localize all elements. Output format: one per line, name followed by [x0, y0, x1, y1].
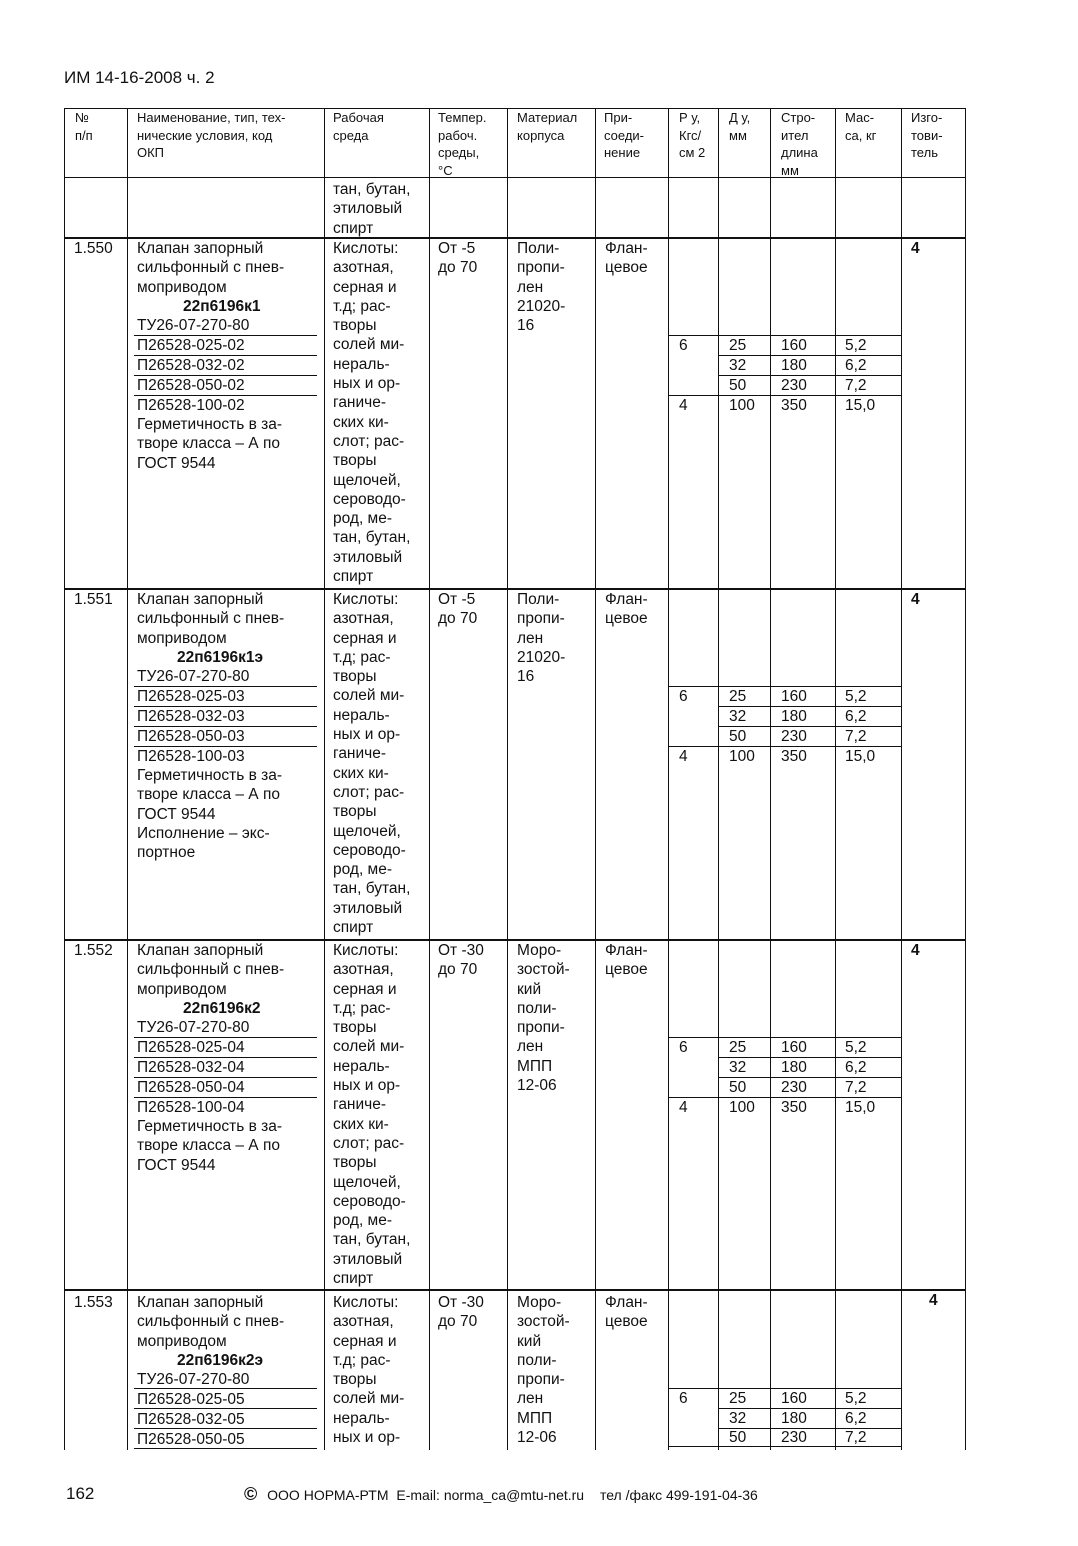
mass-value: 6,2 — [845, 1059, 867, 1076]
model-code: П26528-050-04 — [137, 1079, 245, 1096]
manufacturer-code: 4 — [911, 942, 920, 959]
temperature: От -30 до 70 — [438, 1294, 484, 1331]
connection-type: Флан- цевое — [605, 942, 648, 979]
footer-phone: тел /факс 499-191-04-36 — [599, 1487, 758, 1503]
temperature: От -5 до 70 — [438, 240, 478, 277]
length-value: 180 — [781, 1410, 807, 1427]
col-header-pressure: Р у, Кгс/ см 2 — [679, 110, 706, 160]
item-tu: ТУ26-07-270-80 — [137, 1371, 250, 1388]
diameter-value: 25 — [729, 1039, 747, 1056]
temperature: От -30 до 70 — [438, 942, 484, 979]
length-value: 160 — [781, 1039, 807, 1056]
body-material: Поли- пропи- лен 21020- 16 — [517, 591, 566, 686]
mass-value: 5,2 — [845, 688, 867, 705]
document-header: ИМ 14-16-2008 ч. 2 — [64, 68, 215, 87]
connection-type: Флан- цевое — [605, 1294, 648, 1331]
pressure-value: 6 — [679, 337, 688, 354]
col-header-maker: Изго- тови- тель — [911, 110, 943, 160]
item-code: 22п6196к2э — [177, 1352, 264, 1369]
length-value: 230 — [781, 1079, 807, 1096]
diameter-value: 32 — [729, 708, 747, 725]
item-title: Клапан запорный сильфонный с пнев- моприводом — [137, 240, 285, 296]
body-material: Поли- пропи- лен 21020- 16 — [517, 240, 566, 335]
col-header-mass: Мас- са, кг — [845, 110, 877, 143]
footer-org: ООО НОРМА-РТМ — [267, 1487, 389, 1503]
item-code: 22п6196к2 — [183, 1000, 261, 1017]
body-material: Моро- зостой- кий поли- пропи- лен МПП 12-06 — [517, 942, 570, 1095]
working-medium: Кислоты: азотная, серная и т.д; рас- творы солей ми- нераль- ных и ор- ганиче- ских ки- слот; рас- творы щелочей, сероводо- род, ме- тан, бутан, этиловый спирт — [333, 942, 411, 1288]
body-material: Моро- зостой- кий поли- пропи- лен МПП 12-06 — [517, 1294, 570, 1447]
model-code: П26528-025-05 — [137, 1391, 245, 1408]
model-code: П26528-100-03 — [137, 748, 245, 765]
length-value: 350 — [781, 748, 807, 765]
row-number: 1.551 — [74, 591, 113, 608]
length-value: 180 — [781, 708, 807, 725]
length-value: 160 — [781, 1390, 807, 1407]
col-header-num: № п/п — [75, 110, 93, 143]
diameter-value: 32 — [729, 357, 747, 374]
col-header-diameter: Д у, мм — [729, 110, 751, 143]
item-tu: ТУ26-07-270-80 — [137, 1019, 250, 1036]
item-note: Герметичность в за- творе класса – А по ГОСТ 9544 — [137, 416, 283, 472]
mass-value: 7,2 — [845, 377, 867, 394]
pressure-value: 6 — [679, 1039, 688, 1056]
col-header-name: Наименование, тип, тех- нические условия, код ОКП — [137, 110, 286, 160]
model-code: П26528-050-05 — [137, 1431, 245, 1448]
col-header-length: Стро- ител длина мм — [781, 110, 818, 178]
mass-value: 15,0 — [845, 397, 876, 414]
model-code: П26528-050-03 — [137, 728, 245, 745]
diameter-value: 25 — [729, 688, 747, 705]
manufacturer-code: 4 — [911, 591, 920, 608]
pressure-value: 4 — [679, 1099, 688, 1116]
connection-type: Флан- цевое — [605, 240, 648, 277]
diameter-value: 100 — [729, 748, 755, 765]
mass-value: 5,2 — [845, 337, 867, 354]
mass-value: 7,2 — [845, 728, 867, 745]
pressure-value: 6 — [679, 1390, 688, 1407]
diameter-value: 50 — [729, 377, 747, 394]
length-value: 180 — [781, 357, 807, 374]
length-value: 160 — [781, 337, 807, 354]
footer-info — [244, 1484, 758, 1505]
diameter-value: 32 — [729, 1410, 747, 1427]
mass-value: 6,2 — [845, 1410, 867, 1427]
diameter-value: 100 — [729, 397, 755, 414]
row-number: 1.550 — [74, 240, 113, 257]
model-code: П26528-025-02 — [137, 337, 245, 354]
item-tu: ТУ26-07-270-80 — [137, 317, 250, 334]
mass-value: 7,2 — [845, 1429, 867, 1446]
mass-value: 5,2 — [845, 1039, 867, 1056]
item-note: Герметичность в за- творе класса – А по ГОСТ 9544 Исполнение – экс- портное — [137, 767, 283, 862]
manufacturer-code: 4 — [929, 1292, 938, 1309]
diameter-value: 25 — [729, 337, 747, 354]
pressure-value: 4 — [679, 397, 688, 414]
col-header-material: Материал корпуса — [517, 110, 578, 143]
length-value: 350 — [781, 1099, 807, 1116]
page-number: 162 — [66, 1484, 95, 1503]
continuation-medium: тан, бутан, этиловый спирт — [333, 181, 411, 237]
item-title: Клапан запорный сильфонный с пнев- моприводом — [137, 1294, 285, 1350]
length-value: 230 — [781, 728, 807, 745]
model-code: П26528-032-04 — [137, 1059, 245, 1076]
model-code: П26528-100-04 — [137, 1099, 245, 1116]
item-code: 22п6196к1э — [177, 649, 264, 666]
length-value: 160 — [781, 688, 807, 705]
diameter-value: 50 — [729, 728, 747, 745]
model-code: П26528-032-03 — [137, 708, 245, 725]
copyright-icon: © — [244, 1484, 258, 1504]
model-code: П26528-100-02 — [137, 397, 245, 414]
pressure-value: 6 — [679, 688, 688, 705]
row-number: 1.553 — [74, 1294, 113, 1311]
diameter-value: 50 — [729, 1429, 747, 1446]
manufacturer-code: 4 — [911, 240, 920, 257]
pressure-value: 4 — [679, 748, 688, 765]
col-header-medium: Рабочая среда — [333, 110, 384, 143]
length-value: 230 — [781, 1429, 807, 1446]
diameter-value: 100 — [729, 1099, 755, 1116]
item-title: Клапан запорный сильфонный с пнев- моприводом — [137, 591, 285, 647]
working-medium: Кислоты: азотная, серная и т.д; рас- творы солей ми- нераль- ных и ор- ганиче- ских ки- слот; рас- творы щелочей, сероводо- род, ме- тан, бутан, этиловый спирт — [333, 240, 411, 586]
col-header-connection: При- соеди- нение — [604, 110, 644, 160]
model-code: П26528-032-05 — [137, 1411, 245, 1428]
row-number: 1.552 — [74, 942, 113, 959]
length-value: 350 — [781, 397, 807, 414]
working-medium: Кислоты: азотная, серная и т.д; рас- творы солей ми- нераль- ных и ор- — [333, 1294, 405, 1447]
diameter-value: 25 — [729, 1390, 747, 1407]
length-value: 230 — [781, 377, 807, 394]
connection-type: Флан- цевое — [605, 591, 648, 628]
item-code: 22п6196к1 — [183, 298, 261, 315]
mass-value: 6,2 — [845, 357, 867, 374]
col-header-temp: Темпер. рабоч. среды, °С — [438, 110, 487, 178]
temperature: От -5 до 70 — [438, 591, 478, 628]
item-tu: ТУ26-07-270-80 — [137, 668, 250, 685]
model-code: П26528-032-02 — [137, 357, 245, 374]
diameter-value: 50 — [729, 1079, 747, 1096]
mass-value: 6,2 — [845, 708, 867, 725]
footer-email: E-mail: norma_ca@mtu-net.ru — [396, 1487, 585, 1503]
item-title: Клапан запорный сильфонный с пнев- моприводом — [137, 942, 285, 998]
mass-value: 7,2 — [845, 1079, 867, 1096]
mass-value: 15,0 — [845, 748, 876, 765]
item-note: Герметичность в за- творе класса – А по ГОСТ 9544 — [137, 1118, 283, 1174]
mass-value: 15,0 — [845, 1099, 876, 1116]
model-code: П26528-025-03 — [137, 688, 245, 705]
working-medium: Кислоты: азотная, серная и т.д; рас- творы солей ми- нераль- ных и ор- ганиче- ских ки- слот; рас- творы щелочей, сероводо- род, ме- тан, бутан, этиловый спирт — [333, 591, 411, 937]
length-value: 180 — [781, 1059, 807, 1076]
model-code: П26528-050-02 — [137, 377, 245, 394]
model-code: П26528-025-04 — [137, 1039, 245, 1056]
diameter-value: 32 — [729, 1059, 747, 1076]
mass-value: 5,2 — [845, 1390, 867, 1407]
